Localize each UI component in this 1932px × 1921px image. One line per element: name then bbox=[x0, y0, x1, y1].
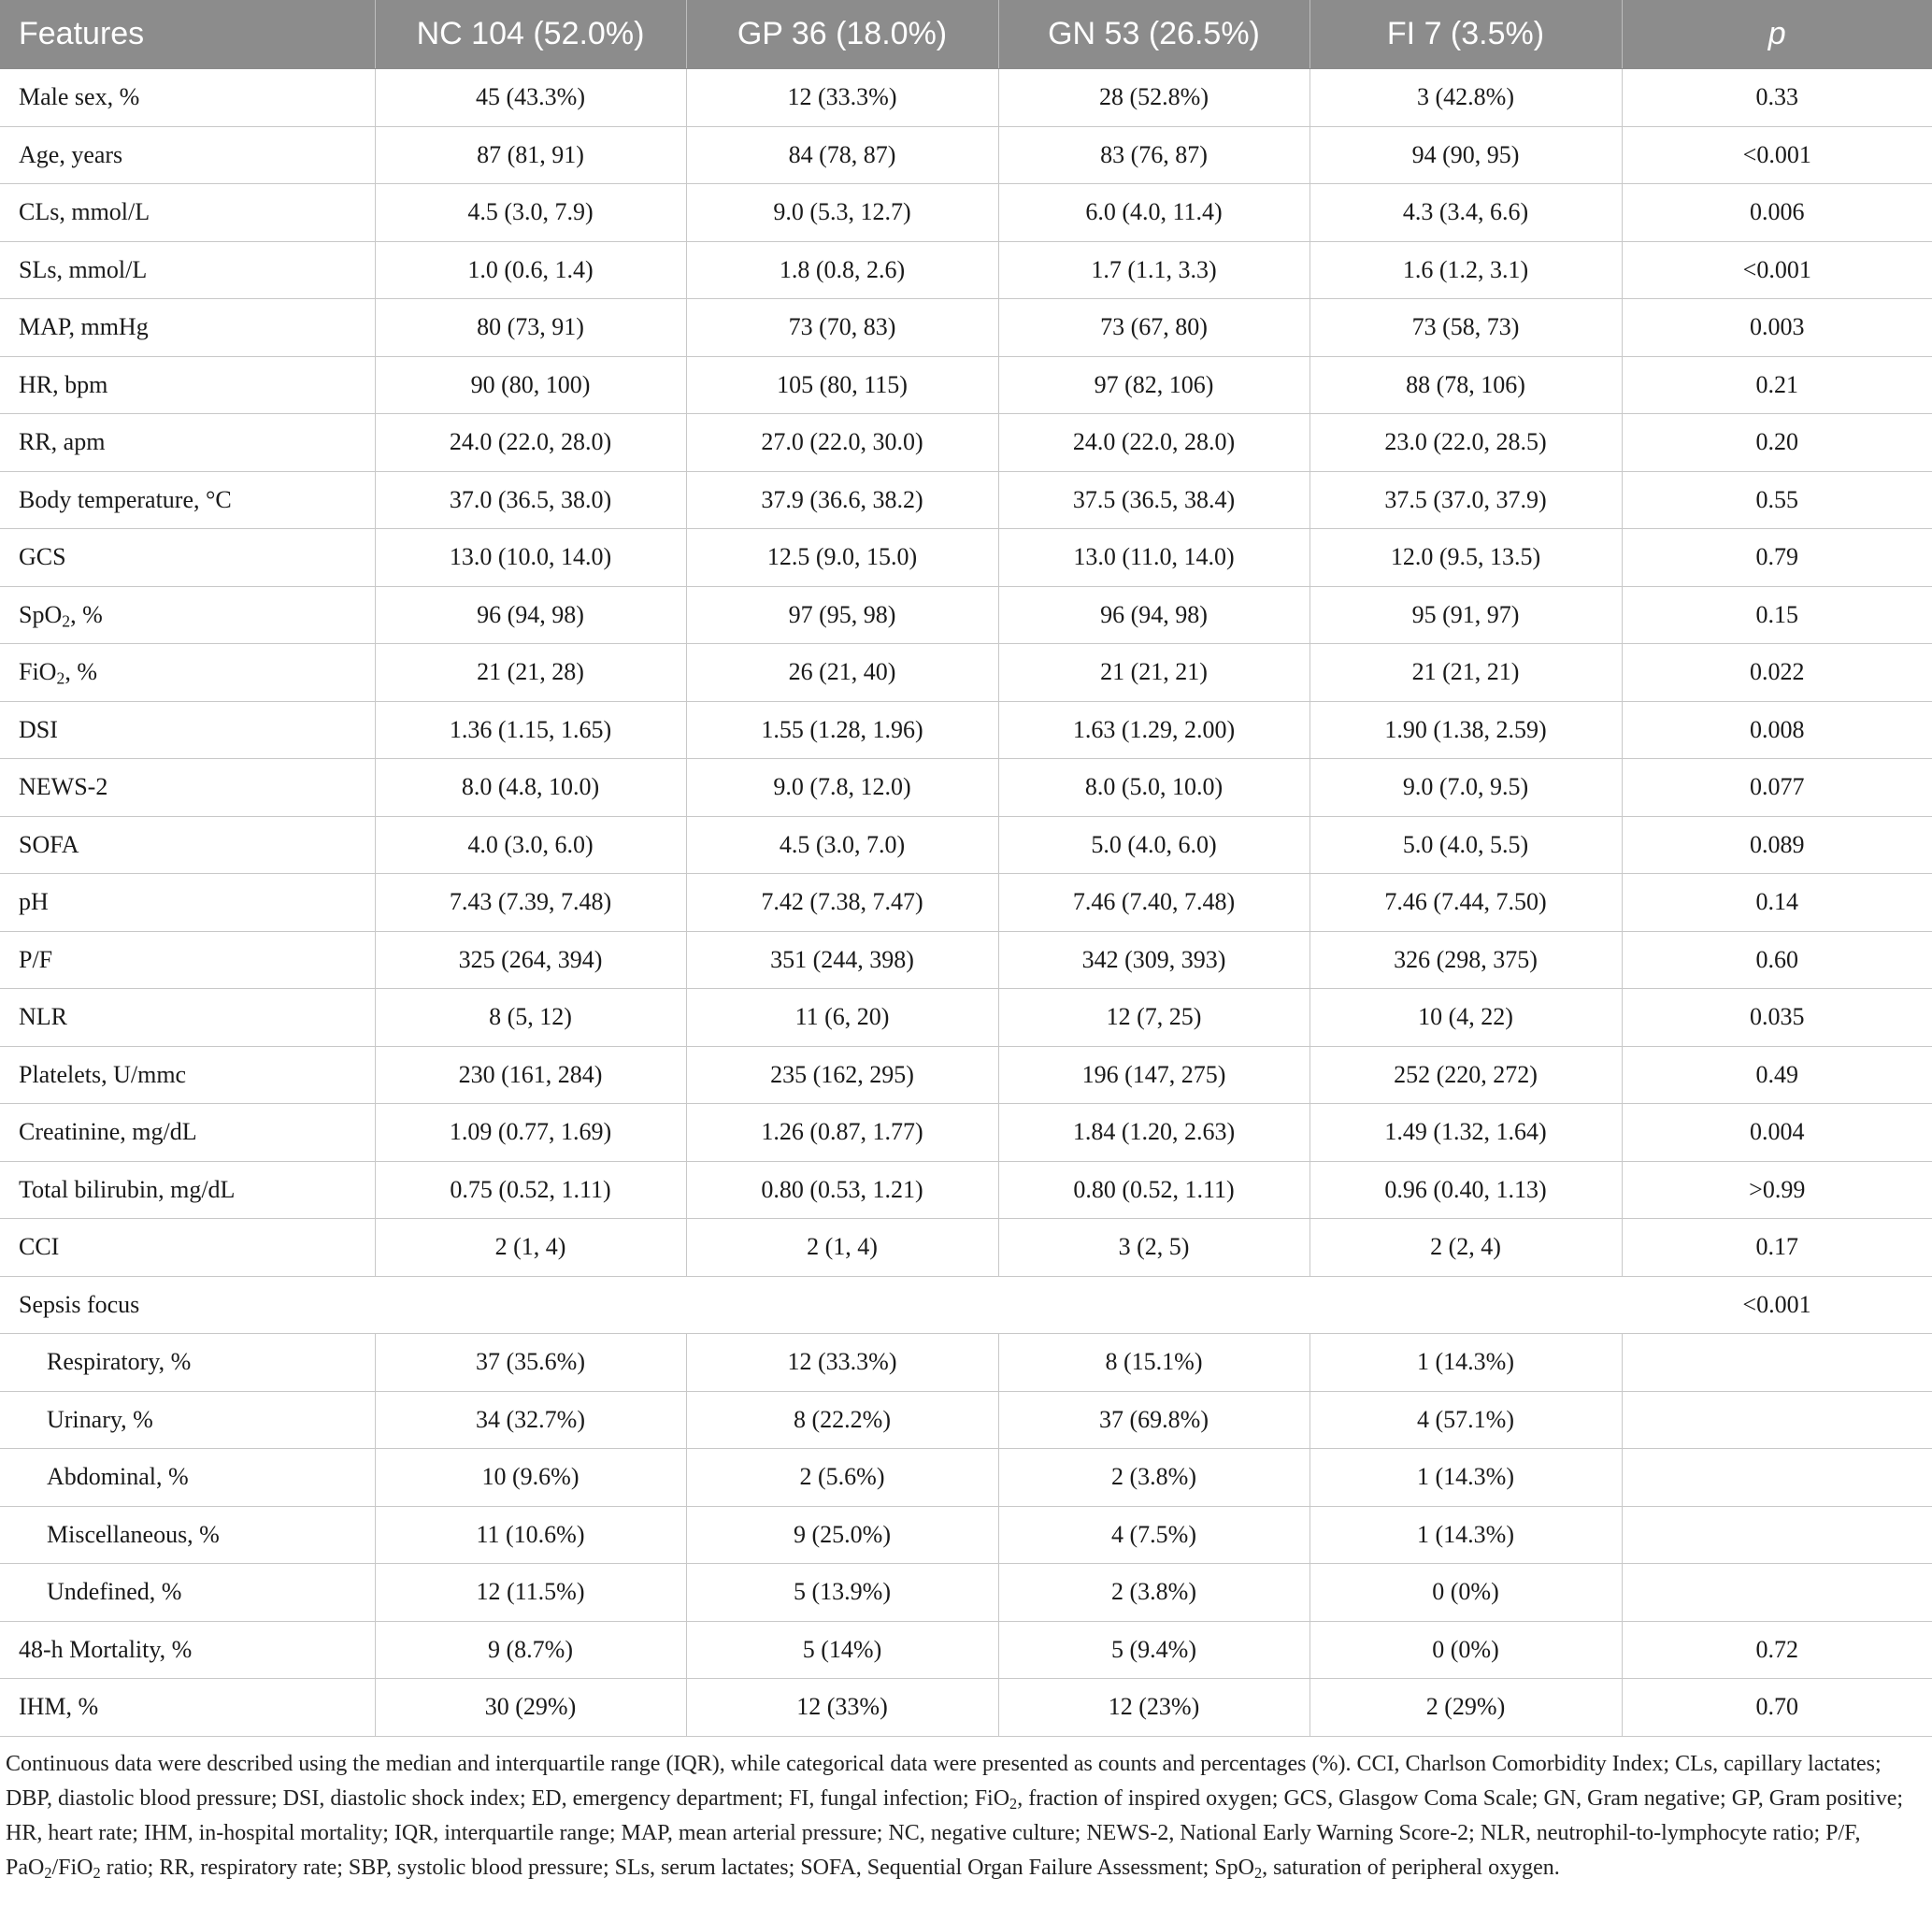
table-cell: 37.5 (36.5, 38.4) bbox=[998, 471, 1309, 529]
row-label: Total bilirubin, mg/dL bbox=[0, 1161, 375, 1219]
row-label: Creatinine, mg/dL bbox=[0, 1104, 375, 1162]
row-label: CCI bbox=[0, 1219, 375, 1277]
table-cell: 83 (76, 87) bbox=[998, 126, 1309, 184]
p-value-cell bbox=[1622, 1449, 1932, 1507]
table-row bbox=[0, 1564, 1932, 1622]
table-cell: 8 (15.1%) bbox=[998, 1334, 1309, 1392]
table-cell: 1.55 (1.28, 1.96) bbox=[686, 701, 998, 759]
footnote-sub-2: 2 bbox=[44, 1863, 52, 1882]
table-cell: 11 (10.6%) bbox=[375, 1506, 686, 1564]
table-cell: 12 (33.3%) bbox=[686, 69, 998, 127]
row-label: pH bbox=[0, 874, 375, 932]
table-cell: 80 (73, 91) bbox=[375, 299, 686, 357]
table-cell: 4.5 (3.0, 7.9) bbox=[375, 184, 686, 242]
table-body bbox=[0, 69, 1932, 1737]
table-cell: 7.42 (7.38, 7.47) bbox=[686, 874, 998, 932]
table-row bbox=[0, 1219, 1932, 1277]
row-label: HR, bpm bbox=[0, 356, 375, 414]
row-label-subscript: 2 bbox=[56, 668, 65, 688]
table-row bbox=[0, 1046, 1932, 1104]
table-cell: 96 (94, 98) bbox=[998, 586, 1309, 644]
table-row bbox=[0, 299, 1932, 357]
row-label: Respiratory, % bbox=[0, 1334, 375, 1392]
row-label: GCS bbox=[0, 529, 375, 587]
table-cell: 37 (35.6%) bbox=[375, 1334, 686, 1392]
table-cell: 8 (22.2%) bbox=[686, 1391, 998, 1449]
header-gn: GN 53 (26.5%) bbox=[998, 0, 1309, 69]
table-cell: 1.36 (1.15, 1.65) bbox=[375, 701, 686, 759]
table-row bbox=[0, 1276, 1932, 1334]
p-value-cell: 0.077 bbox=[1622, 759, 1932, 817]
table-row bbox=[0, 931, 1932, 989]
table-cell: 5 (9.4%) bbox=[998, 1621, 1309, 1679]
table-cell: 1 (14.3%) bbox=[1309, 1449, 1622, 1507]
row-label bbox=[0, 586, 375, 644]
row-label-suffix: , % bbox=[70, 600, 103, 628]
table-cell: 2 (1, 4) bbox=[686, 1219, 998, 1277]
table-row bbox=[0, 241, 1932, 299]
header-nc: NC 104 (52.0%) bbox=[375, 0, 686, 69]
row-label: Sepsis focus bbox=[0, 1276, 1622, 1334]
row-label: Urinary, % bbox=[0, 1391, 375, 1449]
p-value-cell bbox=[1622, 1506, 1932, 1564]
table-row bbox=[0, 1679, 1932, 1737]
table-cell: 342 (309, 393) bbox=[998, 931, 1309, 989]
table-cell: 1 (14.3%) bbox=[1309, 1506, 1622, 1564]
table-row bbox=[0, 1449, 1932, 1507]
row-label-subscript: 2 bbox=[62, 611, 71, 631]
table-row bbox=[0, 69, 1932, 127]
table-cell: 94 (90, 95) bbox=[1309, 126, 1622, 184]
table-cell: 26 (21, 40) bbox=[686, 644, 998, 702]
row-label: Age, years bbox=[0, 126, 375, 184]
p-value-cell: 0.72 bbox=[1622, 1621, 1932, 1679]
row-label: 48-h Mortality, % bbox=[0, 1621, 375, 1679]
table-cell: 37.5 (37.0, 37.9) bbox=[1309, 471, 1622, 529]
table-cell: 12.0 (9.5, 13.5) bbox=[1309, 529, 1622, 587]
table-cell: 0.80 (0.52, 1.11) bbox=[998, 1161, 1309, 1219]
row-label-suffix: , % bbox=[64, 658, 97, 686]
row-label-text: FiO bbox=[19, 658, 57, 686]
table-cell: 21 (21, 21) bbox=[1309, 644, 1622, 702]
table-cell: 12 (33.3%) bbox=[686, 1334, 998, 1392]
table-cell: 4.0 (3.0, 6.0) bbox=[375, 816, 686, 874]
table-cell: 97 (82, 106) bbox=[998, 356, 1309, 414]
table-row bbox=[0, 356, 1932, 414]
table-cell: 351 (244, 398) bbox=[686, 931, 998, 989]
table-row bbox=[0, 1621, 1932, 1679]
table-cell: 0.80 (0.53, 1.21) bbox=[686, 1161, 998, 1219]
table-row bbox=[0, 1161, 1932, 1219]
p-value-cell: <0.001 bbox=[1622, 241, 1932, 299]
p-value-cell: 0.17 bbox=[1622, 1219, 1932, 1277]
table-cell: 10 (4, 22) bbox=[1309, 989, 1622, 1047]
header-features: Features bbox=[0, 0, 375, 69]
table-cell: 7.46 (7.40, 7.48) bbox=[998, 874, 1309, 932]
table-cell: 1.63 (1.29, 2.00) bbox=[998, 701, 1309, 759]
table-cell: 88 (78, 106) bbox=[1309, 356, 1622, 414]
p-value-cell: >0.99 bbox=[1622, 1161, 1932, 1219]
table-row bbox=[0, 471, 1932, 529]
table-row bbox=[0, 184, 1932, 242]
table-cell: 21 (21, 21) bbox=[998, 644, 1309, 702]
table-cell: 28 (52.8%) bbox=[998, 69, 1309, 127]
table-cell: 2 (3.8%) bbox=[998, 1564, 1309, 1622]
row-label: P/F bbox=[0, 931, 375, 989]
footnote-sub-1: 2 bbox=[1009, 1794, 1018, 1813]
table-cell: 84 (78, 87) bbox=[686, 126, 998, 184]
table-cell: 73 (70, 83) bbox=[686, 299, 998, 357]
table-cell: 325 (264, 394) bbox=[375, 931, 686, 989]
p-value-cell: 0.14 bbox=[1622, 874, 1932, 932]
table-cell: 12.5 (9.0, 15.0) bbox=[686, 529, 998, 587]
table-row bbox=[0, 126, 1932, 184]
table-cell: 4 (7.5%) bbox=[998, 1506, 1309, 1564]
table-cell: 1 (14.3%) bbox=[1309, 1334, 1622, 1392]
p-value-cell: 0.79 bbox=[1622, 529, 1932, 587]
table-row bbox=[0, 1334, 1932, 1392]
table-cell: 2 (1, 4) bbox=[375, 1219, 686, 1277]
table-row bbox=[0, 1104, 1932, 1162]
p-value-cell: <0.001 bbox=[1622, 126, 1932, 184]
table-cell: 30 (29%) bbox=[375, 1679, 686, 1737]
table-cell: 2 (29%) bbox=[1309, 1679, 1622, 1737]
table-cell: 1.6 (1.2, 3.1) bbox=[1309, 241, 1622, 299]
footnote-sub-4: 2 bbox=[1254, 1863, 1263, 1882]
p-value-cell: 0.003 bbox=[1622, 299, 1932, 357]
table-cell: 235 (162, 295) bbox=[686, 1046, 998, 1104]
p-value-cell: 0.089 bbox=[1622, 816, 1932, 874]
table-cell: 6.0 (4.0, 11.4) bbox=[998, 184, 1309, 242]
p-value-cell: 0.008 bbox=[1622, 701, 1932, 759]
row-label: SOFA bbox=[0, 816, 375, 874]
p-value-cell bbox=[1622, 1334, 1932, 1392]
p-value-cell: 0.006 bbox=[1622, 184, 1932, 242]
footnote-sub-3: 2 bbox=[93, 1863, 101, 1882]
p-value-cell: <0.001 bbox=[1622, 1276, 1932, 1334]
table-cell: 0.96 (0.40, 1.13) bbox=[1309, 1161, 1622, 1219]
row-label: Miscellaneous, % bbox=[0, 1506, 375, 1564]
row-label: Undefined, % bbox=[0, 1564, 375, 1622]
table-cell: 90 (80, 100) bbox=[375, 356, 686, 414]
table-cell: 12 (23%) bbox=[998, 1679, 1309, 1737]
p-value-cell bbox=[1622, 1391, 1932, 1449]
row-label: SLs, mmol/L bbox=[0, 241, 375, 299]
table-cell: 95 (91, 97) bbox=[1309, 586, 1622, 644]
table-cell: 13.0 (11.0, 14.0) bbox=[998, 529, 1309, 587]
table-row bbox=[0, 1391, 1932, 1449]
row-label bbox=[0, 644, 375, 702]
table-cell: 24.0 (22.0, 28.0) bbox=[998, 414, 1309, 472]
table-cell: 4.3 (3.4, 6.6) bbox=[1309, 184, 1622, 242]
header-fi: FI 7 (3.5%) bbox=[1309, 0, 1622, 69]
table-cell: 326 (298, 375) bbox=[1309, 931, 1622, 989]
table-cell: 34 (32.7%) bbox=[375, 1391, 686, 1449]
footnote bbox=[0, 1737, 1932, 1885]
table-cell: 196 (147, 275) bbox=[998, 1046, 1309, 1104]
footnote-part1: Continuous data were described using the median and interquartile range (IQR), while categorical data were presented as counts and percentages (%). CCI, Charlson Comorbidity Index; CLs, capillary lactates; DBP, diastolic blood pressure; DSI, diastolic shock index; ED, emergency department; FI, fungal infection; FiO bbox=[6, 1751, 1882, 1811]
table-cell: 2 (2, 4) bbox=[1309, 1219, 1622, 1277]
table-row bbox=[0, 529, 1932, 587]
row-label: Abdominal, % bbox=[0, 1449, 375, 1507]
table-cell: 5 (13.9%) bbox=[686, 1564, 998, 1622]
header-row bbox=[0, 0, 1932, 69]
table-row bbox=[0, 414, 1932, 472]
table-cell: 24.0 (22.0, 28.0) bbox=[375, 414, 686, 472]
table-cell: 1.0 (0.6, 1.4) bbox=[375, 241, 686, 299]
footnote-part3: /FiO bbox=[51, 1855, 93, 1880]
table-cell: 1.7 (1.1, 3.3) bbox=[998, 241, 1309, 299]
table-cell: 23.0 (22.0, 28.5) bbox=[1309, 414, 1622, 472]
table-row bbox=[0, 759, 1932, 817]
table-cell: 9.0 (7.0, 9.5) bbox=[1309, 759, 1622, 817]
row-label: NEWS-2 bbox=[0, 759, 375, 817]
table-cell: 1.8 (0.8, 2.6) bbox=[686, 241, 998, 299]
table-cell: 97 (95, 98) bbox=[686, 586, 998, 644]
table-cell: 1.26 (0.87, 1.77) bbox=[686, 1104, 998, 1162]
table-cell: 9 (25.0%) bbox=[686, 1506, 998, 1564]
table-cell: 0 (0%) bbox=[1309, 1621, 1622, 1679]
table-row bbox=[0, 874, 1932, 932]
table-cell: 37.9 (36.6, 38.2) bbox=[686, 471, 998, 529]
table-cell: 5 (14%) bbox=[686, 1621, 998, 1679]
p-value-cell: 0.20 bbox=[1622, 414, 1932, 472]
footnote-part2: , fraction of inspired oxygen; GCS, Glasgow Coma Scale; GN, Gram negative; GP, Gram positive; HR, heart rate; IHM, in-hospital mortality; IQR, interquartile range; MAP, mean arterial pressure; NC, negative culture; NEWS-2, National Early Warning Score-2; NLR, neutrophil-to-lymphocyte ratio; P/F, PaO bbox=[6, 1785, 1904, 1880]
p-value-cell: 0.004 bbox=[1622, 1104, 1932, 1162]
table-cell: 10 (9.6%) bbox=[375, 1449, 686, 1507]
row-label: CLs, mmol/L bbox=[0, 184, 375, 242]
table-cell: 12 (33%) bbox=[686, 1679, 998, 1737]
table-cell: 4 (57.1%) bbox=[1309, 1391, 1622, 1449]
table-cell: 8.0 (4.8, 10.0) bbox=[375, 759, 686, 817]
table-cell: 13.0 (10.0, 14.0) bbox=[375, 529, 686, 587]
table-cell: 73 (67, 80) bbox=[998, 299, 1309, 357]
table-row bbox=[0, 644, 1932, 702]
table-cell: 9.0 (5.3, 12.7) bbox=[686, 184, 998, 242]
p-value-cell: 0.15 bbox=[1622, 586, 1932, 644]
row-label: Platelets, U/mmc bbox=[0, 1046, 375, 1104]
row-label: Body temperature, °C bbox=[0, 471, 375, 529]
table-row bbox=[0, 1506, 1932, 1564]
table-row bbox=[0, 586, 1932, 644]
table-cell: 21 (21, 28) bbox=[375, 644, 686, 702]
table-row bbox=[0, 701, 1932, 759]
table-cell: 1.90 (1.38, 2.59) bbox=[1309, 701, 1622, 759]
table-cell: 5.0 (4.0, 5.5) bbox=[1309, 816, 1622, 874]
header-gp: GP 36 (18.0%) bbox=[686, 0, 998, 69]
p-value-cell: 0.70 bbox=[1622, 1679, 1932, 1737]
row-label-text: SpO bbox=[19, 600, 63, 628]
row-label: MAP, mmHg bbox=[0, 299, 375, 357]
p-value-cell: 0.60 bbox=[1622, 931, 1932, 989]
table-cell: 8.0 (5.0, 10.0) bbox=[998, 759, 1309, 817]
table-cell: 9 (8.7%) bbox=[375, 1621, 686, 1679]
table-cell: 45 (43.3%) bbox=[375, 69, 686, 127]
table-cell: 3 (42.8%) bbox=[1309, 69, 1622, 127]
row-label: NLR bbox=[0, 989, 375, 1047]
table-cell: 27.0 (22.0, 30.0) bbox=[686, 414, 998, 472]
header-p: p bbox=[1622, 0, 1932, 69]
table-cell: 73 (58, 73) bbox=[1309, 299, 1622, 357]
table-cell: 12 (7, 25) bbox=[998, 989, 1309, 1047]
table-cell: 1.49 (1.32, 1.64) bbox=[1309, 1104, 1622, 1162]
table-cell: 12 (11.5%) bbox=[375, 1564, 686, 1622]
table-cell: 0.75 (0.52, 1.11) bbox=[375, 1161, 686, 1219]
row-label: DSI bbox=[0, 701, 375, 759]
p-value-cell: 0.21 bbox=[1622, 356, 1932, 414]
table-cell: 8 (5, 12) bbox=[375, 989, 686, 1047]
table-cell: 252 (220, 272) bbox=[1309, 1046, 1622, 1104]
table-cell: 230 (161, 284) bbox=[375, 1046, 686, 1104]
table-cell: 2 (5.6%) bbox=[686, 1449, 998, 1507]
p-value-cell: 0.55 bbox=[1622, 471, 1932, 529]
table-cell: 37 (69.8%) bbox=[998, 1391, 1309, 1449]
row-label: RR, apm bbox=[0, 414, 375, 472]
table-cell: 87 (81, 91) bbox=[375, 126, 686, 184]
table-cell: 1.09 (0.77, 1.69) bbox=[375, 1104, 686, 1162]
table-cell: 37.0 (36.5, 38.0) bbox=[375, 471, 686, 529]
table-row bbox=[0, 989, 1932, 1047]
table-cell: 9.0 (7.8, 12.0) bbox=[686, 759, 998, 817]
table-cell: 96 (94, 98) bbox=[375, 586, 686, 644]
p-value-cell: 0.49 bbox=[1622, 1046, 1932, 1104]
table-cell: 3 (2, 5) bbox=[998, 1219, 1309, 1277]
table-cell: 7.46 (7.44, 7.50) bbox=[1309, 874, 1622, 932]
table-cell: 0 (0%) bbox=[1309, 1564, 1622, 1622]
table-cell: 7.43 (7.39, 7.48) bbox=[375, 874, 686, 932]
footnote-part5: , saturation of peripheral oxygen. bbox=[1262, 1855, 1560, 1880]
table-cell: 105 (80, 115) bbox=[686, 356, 998, 414]
p-value-cell bbox=[1622, 1564, 1932, 1622]
table-cell: 11 (6, 20) bbox=[686, 989, 998, 1047]
row-label: Male sex, % bbox=[0, 69, 375, 127]
table-cell: 2 (3.8%) bbox=[998, 1449, 1309, 1507]
row-label: IHM, % bbox=[0, 1679, 375, 1737]
p-value-cell: 0.33 bbox=[1622, 69, 1932, 127]
p-value-cell: 0.035 bbox=[1622, 989, 1932, 1047]
table-cell: 4.5 (3.0, 7.0) bbox=[686, 816, 998, 874]
footnote-part4: ratio; RR, respiratory rate; SBP, systolic blood pressure; SLs, serum lactates; SOFA, Sequential Organ Failure Assessment; SpO bbox=[100, 1855, 1254, 1880]
table-cell: 1.84 (1.20, 2.63) bbox=[998, 1104, 1309, 1162]
p-value-cell: 0.022 bbox=[1622, 644, 1932, 702]
table-row bbox=[0, 816, 1932, 874]
table-cell: 5.0 (4.0, 6.0) bbox=[998, 816, 1309, 874]
